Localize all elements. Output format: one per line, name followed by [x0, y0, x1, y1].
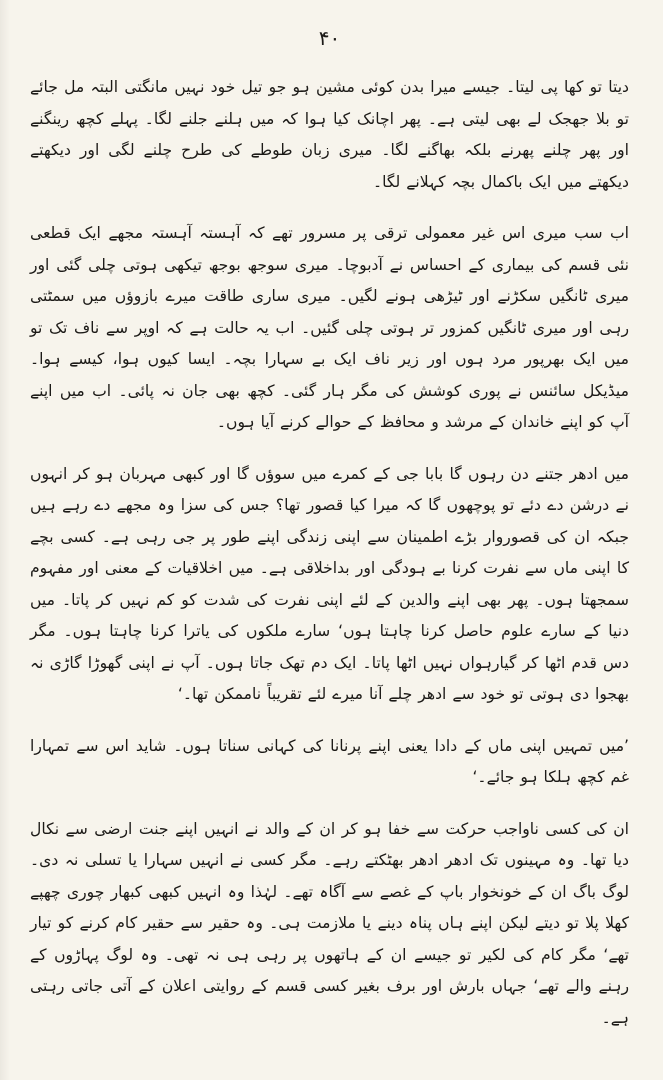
paragraph-spacer [30, 439, 629, 459]
paragraph-4: ’میں تمہیں اپنی ماں کے دادا یعنی اپنے پرنانا کی کہانی سناتا ہوں۔ شاید اس سے تمہارا غم کچھ ہلکا ہو جائے۔‘ [30, 736, 629, 786]
page-number: ۴۰ [318, 26, 341, 50]
paragraph-5: ان کی کسی ناواجب حرکت سے خفا ہو کر ان کے والد نے انہیں اپنے جنت ارضی سے نکال دیا تھا۔ وہ مہینوں تک ادھر ادھر بھٹکتے رہے۔ مگر کسی نے انہیں سہارا یا تسلی نہ دی۔ لوگ باگ ان کے خونخوار باپ کے غصے سے آگاہ تھے۔ لہٰذا وہ انہیں کبھی کبھار چوری چھپے کھلا پلا تو دیتے لیکن اپنے ہاں پناہ دینے یا ملازمت ہی۔ وہ حقیر سے حقیر کام کرنے کو تیار تھے‘ مگر کام کی لکیر تو جیسے ان کے ہاتھوں پر رہی ہی نہ تھی۔ وہ لوگ پہاڑوں کے رہنے والے تھے‘ جہاں بارش اور برف بغیر کسی قسم کے روایتی اعلان کے آتی جاتی رہتی ہے۔ [30, 819, 629, 1027]
paragraph-spacer [30, 198, 629, 218]
paragraph-1: دیتا تو کھا پی لیتا۔ جیسے میرا بدن کوئی مشین ہو جو تیل خود نہیں مانگتی البتہ مل جائے تو بلا جھجک لے بھی لیتی ہے۔ پھر اچانک کیا ہوا کہ میں ہلنے جلنے لگا۔ پہلے کچھ رینگنے اور پھر چلنے پھرنے بلکہ بھاگنے لگا۔ میری زبان طوطے کی طرح چلنے لگی اور دیکھتے دیکھتے میں ایک باکمال بچہ کہلانے لگا۔ [30, 78, 629, 191]
paragraph-2: اب سب میری اس غیر معمولی ترقی پر مسرور تھے کہ آہستہ آہستہ مجھے ایک قطعی نئی قسم کی بیماری کے احساس نے آدبوچا۔ میری سوجھ بوجھ تیکھی ہوتی چلی گئی اور میری ٹانگیں سکڑنے اور ٹیڑھی ہونے لگیں۔ میری ساری طاقت میرے بازوؤں میں سمٹتی رہی اور میری ٹانگیں کمزور تر ہوتی چلی گئیں۔ اب یہ حالت ہے کہ اوپر سے ناف تک تو میں ایک بھرپور مرد ہوں اور زیر ناف ایک بے سہارا بچہ۔ ایسا کیوں ہوا، کیسے ہوا۔ میڈیکل سائنس نے پوری کوشش کی مگر ہار گئی۔ کچھ بھی جان نہ پائی۔ اب میں اپنے آپ کو اپنے خاندان کے مرشد و محافظ کے حوالے کرنے آیا ہوں۔ [30, 224, 629, 431]
paragraph-3: میں ادھر جتنے دن رہوں گا بابا جی کے کمرے میں سوؤں گا اور کبھی مہربان ہو کر انہوں نے درشن دے دئے تو پوچھوں گا کہ میرا کیا قصور تھا؟ جس کی سزا وہ مجھے دے رہے ہیں جبکہ ان کی قصوروار بڑے اطمینان سے اپنی زندگی اپنے طور پر جی رہی ہے۔ کسی بچے کا اپنی ماں سے نفرت کرنا بے ہودگی اور بداخلاقی ہے۔ میں اخلاقیات کے معنی اور مفہوم سمجھتا ہوں۔ پھر بھی اپنے والدین کے لئے اپنی نفرت کی شدت کو کم نہیں کر پاتا۔ میں دنیا کے سارے علوم حاصل کرنا چاہتا ہوں‘ سارے ملکوں کی یاترا کرنا چاہتا ہوں۔ مگر دس قدم اٹھا کر گیارہواں نہیں اٹھا پاتا۔ ایک دم تھک جاتا ہوں۔ آپ نے اپنی گھوڑا گاڑی نہ بھجوا دی ہوتی تو خود سے ادھر چلے آنا میرے لئے تقریباً ناممکن تھا۔‘ [30, 464, 629, 703]
paragraph-spacer [30, 711, 629, 731]
paragraph-spacer [30, 794, 629, 814]
